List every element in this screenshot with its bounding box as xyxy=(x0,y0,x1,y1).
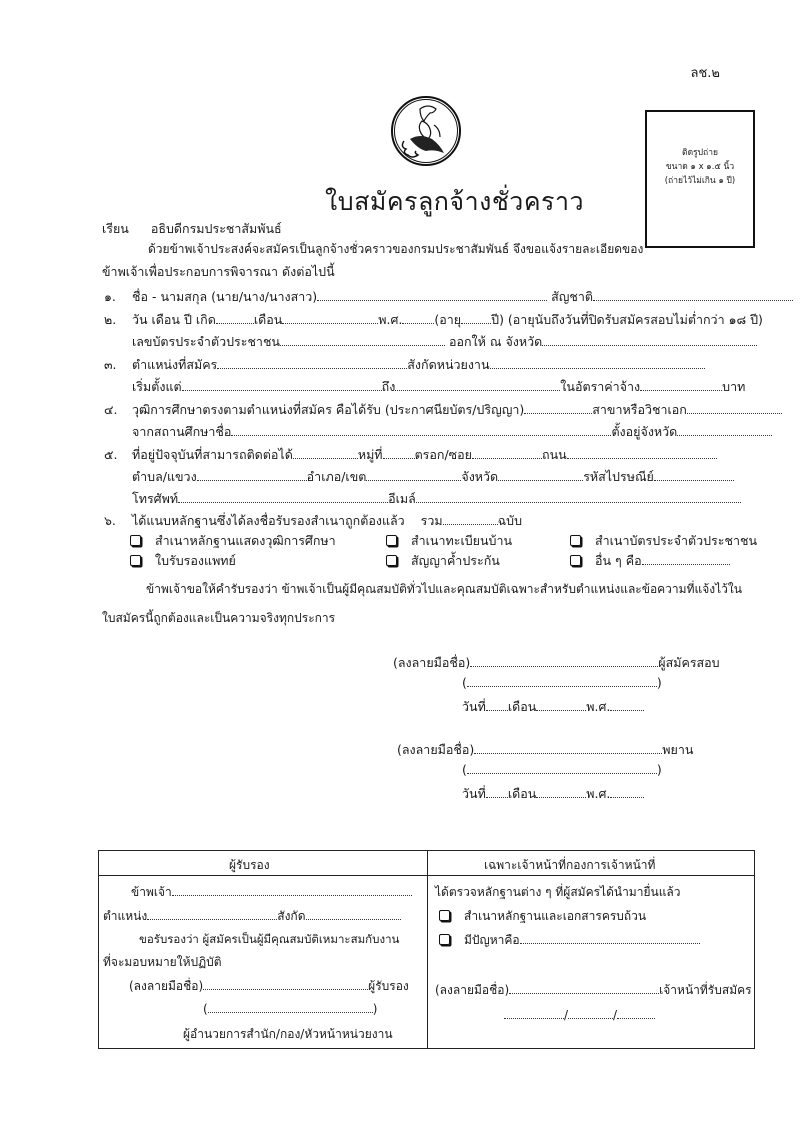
item-1-number: ๑. xyxy=(104,289,116,304)
officer-month-field[interactable] xyxy=(568,1007,613,1019)
province-label: จังหวัด xyxy=(461,469,499,484)
item-5-row-3 xyxy=(132,489,741,509)
checkbox-icon[interactable] xyxy=(570,535,581,546)
certifier-header: ผู้รับรอง xyxy=(229,858,270,872)
table-header-divider xyxy=(99,875,754,876)
problem-field[interactable] xyxy=(520,932,700,944)
form-code: ลช.๒ xyxy=(690,66,720,81)
attachment-checkbox-3[interactable]: สำเนาบัตรประจำตัวประชาชน xyxy=(570,531,757,551)
nationality-field[interactable] xyxy=(593,289,793,301)
province-field[interactable] xyxy=(498,469,583,481)
intro-line-1: ด้วยข้าพเจ้าประสงค์จะสมัครเป็นลูกจ้างชั่วคราวของกรมประชาสัมพันธ์ จึงขอแจ้งรายละเอียดของ xyxy=(148,242,644,256)
item-6-row xyxy=(104,511,522,531)
district-field[interactable] xyxy=(366,469,461,481)
to-label: ถึง xyxy=(381,379,396,394)
item-3-row-2 xyxy=(132,377,745,397)
checkbox-icon[interactable] xyxy=(439,934,450,945)
page-title: ใบสมัครลูกจ้างชั่วคราว xyxy=(325,187,585,216)
road-field[interactable] xyxy=(567,447,717,459)
applicant-name-row: ( ) xyxy=(462,675,662,690)
certifier-title: ผู้อำนวยการสำนัก/กอง/หัวหน้าหน่วยงาน xyxy=(183,1027,393,1041)
dob-year-label: พ.ศ. xyxy=(378,312,403,327)
total-label: รวม xyxy=(420,513,443,528)
item-2-row-2 xyxy=(132,332,757,352)
position-label: ตำแหน่งที่สมัคร xyxy=(132,357,218,372)
dob-month-field[interactable] xyxy=(282,312,378,324)
certifier-position-field[interactable] xyxy=(147,908,277,920)
applicant-day-field[interactable] xyxy=(486,699,508,711)
moo-label: หมู่ที่ xyxy=(357,447,383,462)
age-field[interactable] xyxy=(461,312,491,324)
officer-checkbox-complete[interactable]: สำเนาหลักฐานและเอกสารครบถ้วน xyxy=(439,907,646,926)
wage-label: ในอัตราค่าจ้าง xyxy=(560,379,641,394)
item-2-number: ๒. xyxy=(104,312,117,327)
subdistrict-field[interactable] xyxy=(197,469,307,481)
salutation-label: เรียน xyxy=(102,221,129,236)
officer-signature-field[interactable] xyxy=(509,982,659,994)
total-field[interactable] xyxy=(443,513,498,525)
wage-field[interactable] xyxy=(640,379,722,391)
table-column-divider xyxy=(427,851,428,1048)
attachment-checkbox-5[interactable]: สัญญาค้ำประกัน xyxy=(386,551,500,571)
school-label: จากสถานศึกษาชื่อ xyxy=(132,424,232,439)
certifier-name-row: ข้าพเจ้า xyxy=(131,883,412,902)
certify-line-1: ขอรับรองว่า ผู้สมัครเป็นผู้มีคุณสมบัติเหมาะสมกับงาน xyxy=(139,932,400,946)
end-field[interactable] xyxy=(395,379,560,391)
witness-date-row: วันที่ เดือน พ.ศ. xyxy=(462,784,644,804)
officer-date-row: / / xyxy=(504,1007,655,1022)
subdistrict-label: ตำบล/แขวง xyxy=(132,469,197,484)
declaration-line-2: ใบสมัครนี้ถูกต้องและเป็นความจริงทุกประการ xyxy=(102,611,336,625)
certifier-printed-name-field[interactable] xyxy=(208,1001,373,1013)
education-label: วุฒิการศึกษาตรงตามตำแหน่งที่สมัคร คือได้รับ (ประกาศนียบัตร/ปริญญา) xyxy=(132,402,525,417)
soi-label: ตรอก/ซอย xyxy=(414,447,472,462)
issued-province-label: ออกให้ ณ จังหวัด xyxy=(448,334,543,349)
checkbox-icon[interactable] xyxy=(130,555,141,566)
declaration-line-1: ข้าพเจ้าขอให้คำรับรองว่า ข้าพเจ้าเป็นผู้มีคุณสมบัติทั่วไปและคุณสมบัติเฉพาะสำหรับตำแหน่งและข้อความที่แจ้งไว้ใน xyxy=(146,582,742,596)
item-6-number: ๖. xyxy=(104,513,116,528)
photo-box-line3: (ถ่ายไว้ไม่เกิน ๑ ปี) xyxy=(664,176,736,186)
applicant-signature-row xyxy=(393,653,720,673)
unit-label: สังกัดหน่วยงาน xyxy=(407,357,490,372)
attachment-checkbox-6[interactable]: อื่น ๆ คือ xyxy=(570,551,730,571)
postal-field[interactable] xyxy=(654,469,734,481)
age-open-label: (อายุ xyxy=(434,312,462,327)
attachment-checkbox-1[interactable]: สำเนาหลักฐานแสดงวุฒิการศึกษา xyxy=(130,531,336,551)
checkbox-icon[interactable] xyxy=(439,910,450,921)
school-province-label: ตั้งอยู่จังหวัด xyxy=(611,424,678,439)
officer-year-field[interactable] xyxy=(617,1007,655,1019)
certifier-signature-field[interactable] xyxy=(203,978,368,990)
officer-header: เฉพาะเจ้าหน้าที่กองการเจ้าหน้าที่ xyxy=(484,858,656,872)
applicant-printed-name-field[interactable] xyxy=(467,675,657,687)
postal-label: รหัสไปรษณีย์ xyxy=(583,469,654,484)
witness-month-field[interactable] xyxy=(536,786,586,798)
witness-role: พยาน xyxy=(662,742,694,757)
name-label: ชื่อ - นามสกุล (นาย/นาง/นางสาว) xyxy=(132,289,318,304)
checkbox-icon[interactable] xyxy=(386,535,397,546)
department-seal-logo xyxy=(390,95,462,167)
certifier-affiliation-field[interactable] xyxy=(306,908,401,920)
attachment-checkbox-2[interactable]: สำเนาทะเบียนบ้าน xyxy=(386,531,512,551)
certifier-position-row: ตำแหน่ง สังกัด xyxy=(103,907,401,926)
applicant-role: ผู้สมัครสอบ xyxy=(658,655,720,670)
dob-day-field[interactable] xyxy=(216,312,254,324)
checkbox-icon[interactable] xyxy=(386,555,397,566)
item-5-row-2 xyxy=(132,467,734,487)
officer-day-field[interactable] xyxy=(504,1007,564,1019)
education-field[interactable] xyxy=(524,402,592,414)
attachment-checkbox-4[interactable]: ใบรับรองแพทย์ xyxy=(130,551,236,571)
email-field[interactable] xyxy=(416,491,741,503)
item-1-row xyxy=(104,287,793,307)
age-close-label: ปี) (อายุนับถึงวันที่ปิดรับสมัครสอบไม่ต่ำกว่า ๑๘ ปี) xyxy=(491,312,763,327)
moo-field[interactable] xyxy=(383,447,415,459)
item-4-number: ๔. xyxy=(104,402,118,417)
school-field[interactable] xyxy=(231,424,611,436)
certification-table xyxy=(98,850,755,1049)
phone-field[interactable] xyxy=(178,491,388,503)
dob-year-field[interactable] xyxy=(402,312,434,324)
start-label: เริ่มตั้งแต่ xyxy=(132,379,182,394)
position-field[interactable] xyxy=(217,357,407,369)
issued-province-field[interactable] xyxy=(542,334,757,346)
applicant-date-row: วันที่ เดือน พ.ศ. xyxy=(462,697,644,717)
checkbox-icon[interactable] xyxy=(570,555,581,566)
witness-name-row: ( ) xyxy=(462,762,662,777)
certifier-printed-name-row: ( ) xyxy=(203,1002,378,1016)
applicant-signature-field[interactable] xyxy=(470,655,658,667)
intro-line-2: ข้าพเจ้าเพื่อประกอบการพิจารณา ดังต่อไปนี้ xyxy=(102,264,335,279)
certify-line-2: ที่จะมอบหมายให้ปฏิบัติ xyxy=(103,955,222,969)
start-field[interactable] xyxy=(182,379,382,391)
officer-checkbox-problem[interactable]: มีปัญหาคือ xyxy=(439,931,700,950)
unit-field[interactable] xyxy=(490,357,705,369)
school-province-field[interactable] xyxy=(677,424,772,436)
dob-label: วัน เดือน ปี เกิด xyxy=(132,312,216,327)
dob-month-label: เดือน xyxy=(253,312,283,327)
id-card-label: เลขบัตรประจำตัวประชาชน xyxy=(132,334,280,349)
address-label: ที่อยู่ปัจจุบันที่สามารถติดต่อได้ xyxy=(132,447,293,462)
item-3-number: ๓. xyxy=(104,357,117,372)
seal-icon xyxy=(390,95,462,167)
witness-signature-row xyxy=(397,740,693,760)
photo-box-line2: ขนาด ๑ x ๑.๕ นิ้ว xyxy=(665,162,735,172)
salutation xyxy=(102,219,282,239)
baht-label: บาท xyxy=(722,379,746,394)
item-4-row xyxy=(104,400,782,420)
officer-signature-row: (ลงลายมือชื่อ) เจ้าหน้าที่รับสมัคร xyxy=(435,983,752,997)
district-label: อำเภอ/เขต xyxy=(306,469,367,484)
item-2-row xyxy=(104,310,763,330)
other-attachment-field[interactable] xyxy=(642,553,730,565)
salutation-recipient: อธิบดีกรมประชาสัมพันธ์ xyxy=(150,221,282,236)
major-label: สาขาหรือวิชาเอก xyxy=(592,402,687,417)
witness-signature-field[interactable] xyxy=(474,742,662,754)
item-3-row xyxy=(104,355,705,375)
applicant-year-field[interactable] xyxy=(610,699,644,711)
certifier-signature-row: (ลงลายมือชื่อ) ผู้รับรอง xyxy=(129,979,409,993)
major-field[interactable] xyxy=(687,402,782,414)
certifier-name-field[interactable] xyxy=(172,884,412,896)
copies-label: ฉบับ xyxy=(497,513,523,528)
attach-label: ได้แนบหลักฐานซึ่งได้ลงชื่อรับรองสำเนาถูกต้องแล้ว xyxy=(132,513,405,528)
witness-sign-label: (ลงลายมือชื่อ) xyxy=(397,742,475,757)
address-field[interactable] xyxy=(293,447,358,459)
witness-printed-name-field[interactable] xyxy=(467,762,657,774)
applicant-sign-label: (ลงลายมือชื่อ) xyxy=(393,655,471,670)
soi-field[interactable] xyxy=(472,447,542,459)
documents-checked-line: ได้ตรวจหลักฐานต่าง ๆ ที่ผู้สมัครได้นำมายื่นแล้ว xyxy=(435,885,681,899)
id-card-field[interactable] xyxy=(280,334,445,346)
item-5-number: ๕. xyxy=(104,447,118,462)
email-label: อีเมล์ xyxy=(388,491,416,506)
name-field[interactable] xyxy=(317,289,547,301)
item-5-row xyxy=(104,445,717,465)
checkbox-icon[interactable] xyxy=(130,535,141,546)
item-4-row-2 xyxy=(132,422,772,442)
photo-box-line1: ติดรูปถ่าย xyxy=(682,148,718,158)
witness-year-field[interactable] xyxy=(610,786,644,798)
photo-placeholder-box xyxy=(645,110,755,248)
nationality-label: สัญชาติ xyxy=(551,289,594,304)
road-label: ถนน xyxy=(542,447,567,462)
witness-day-field[interactable] xyxy=(486,786,508,798)
applicant-month-field[interactable] xyxy=(536,699,586,711)
phone-label: โทรศัพท์ xyxy=(132,491,179,506)
